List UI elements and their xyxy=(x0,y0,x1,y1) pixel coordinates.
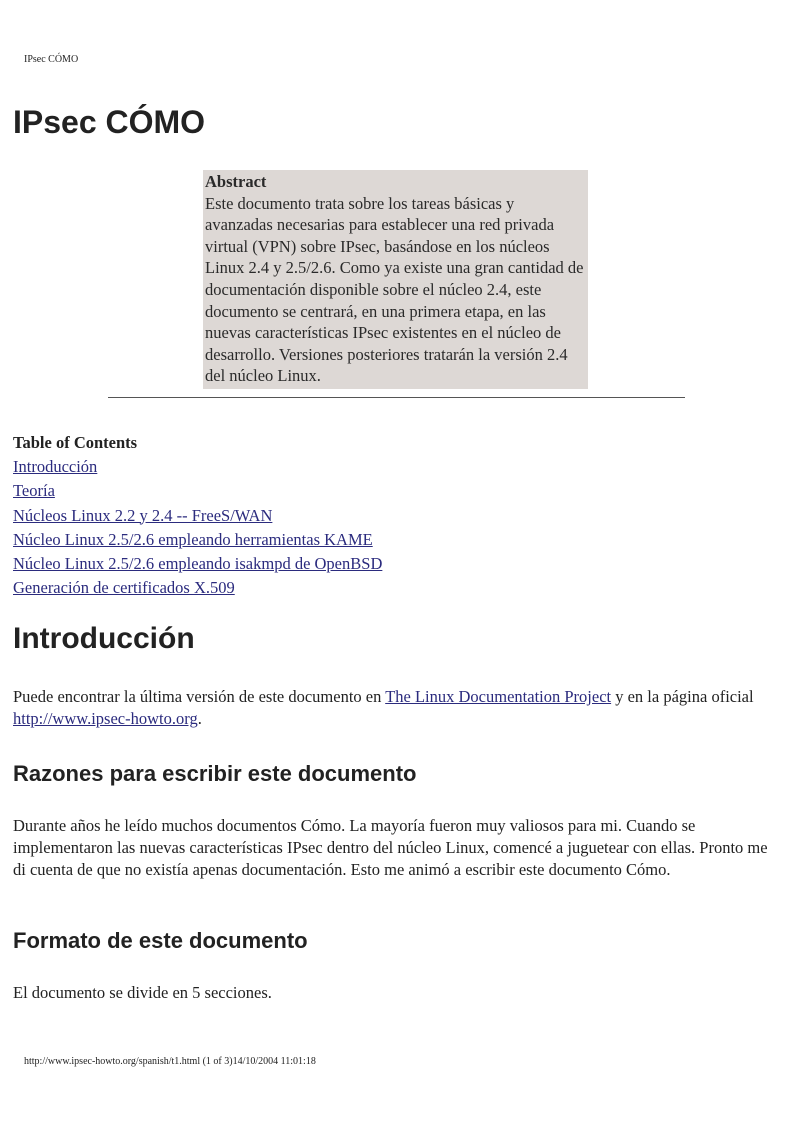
section-heading-formato: Formato de este documento xyxy=(13,928,308,953)
ipsec-howto-link[interactable]: http://www.ipsec-howto.org xyxy=(13,709,198,728)
tldp-link[interactable]: The Linux Documentation Project xyxy=(385,687,612,706)
page-title: IPsec CÓMO xyxy=(13,104,206,140)
abstract-box xyxy=(203,170,588,389)
toc-link-certificados[interactable]: Generación de certificados X.509 xyxy=(13,578,235,598)
abstract-text: Este documento trata sobre los tareas básicas y avanzadas necesarias para establecer una red privada virtual (VPN) sobre IPsec, basándose en los núcleos Linux 2.4 y 2.5/2.6. Como ya existe una gran cantidad de documentación disponible sobre el núcleo 2.4, este documento se centrará, en una primera etapa, en las nuevas características IPsec existentes en el núcleo de desarrollo. Versiones posteriores tratarán la versión 2.4 del núcleo Linux. xyxy=(205,193,584,386)
intro-text-end: . xyxy=(197,709,202,728)
toc-link-kame[interactable]: Núcleo Linux 2.5/2.6 empleando herramientas KAME xyxy=(13,529,373,549)
toc-link-isakmpd[interactable]: Núcleo Linux 2.5/2.6 empleando isakmpd de OpenBSD xyxy=(13,554,383,574)
section-heading-introduccion: Introducción xyxy=(13,622,195,655)
page-footer-url: http://www.ipsec-howto.org/spanish/t1.html (1 of 3)14/10/2004 11:01:18 xyxy=(24,1056,316,1067)
intro-text-start: Puede encontrar la última versión de este documento en xyxy=(13,687,386,706)
intro-text-middle: y en la página oficial xyxy=(611,687,754,706)
formato-paragraph: El documento se divide en 5 secciones. xyxy=(13,983,272,1002)
toc-link-freeswan[interactable]: Núcleos Linux 2.2 y 2.4 -- FreeS/WAN xyxy=(13,505,273,525)
razones-paragraph: Durante años he leído muchos documentos Cómo. La mayoría fueron muy valiosos para mi. Cuando se implementaron las nuevas características IPsec dentro del núcleo Linux, comencé a juguetear con ellas. Pronto me di cuenta de que no existía apenas documentación. Esto me animó a escribir este documento Cómo. xyxy=(13,816,768,879)
running-header: IPsec CÓMO xyxy=(24,54,79,65)
section-heading-razones: Razones para escribir este documento xyxy=(13,761,417,786)
table-of-contents xyxy=(13,431,382,600)
abstract-heading: Abstract xyxy=(205,172,267,191)
horizontal-rule xyxy=(108,397,685,398)
toc-link-introduccion[interactable]: Introducción xyxy=(13,457,98,477)
intro-paragraph xyxy=(13,686,773,730)
toc-heading: Table of Contents xyxy=(13,433,138,452)
toc-link-teoria[interactable]: Teoría xyxy=(13,481,55,501)
